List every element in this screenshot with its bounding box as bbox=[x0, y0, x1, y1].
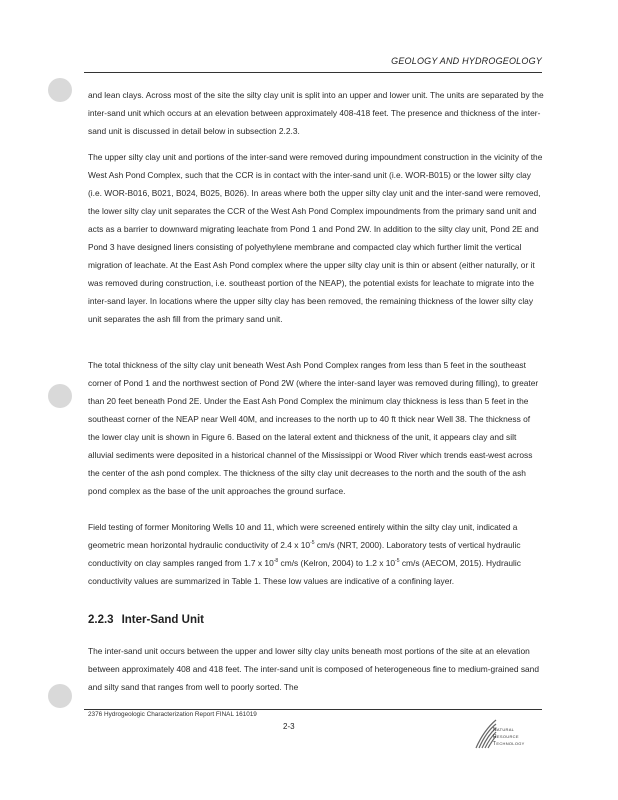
binder-hole-middle bbox=[48, 384, 72, 408]
paragraph-4: Field testing of former Monitoring Wells 10 and 11, which were screened entirely within the silty clay unit, indicated a geometric mean horizontal hydraulic conductivity of 2.4 x $10^{-5}$ cm/s (NRT, 2000). Laboratory tests of vertical hydraulic conductivity on clay samples ranged from 1.7 x $10^{-8}$ cm/s (Kelron, 2004) to 1.2 x $10^{-5}$ cm/s (AECOM, 2015). Hydraulic conductivity values are summarized in Table 1. These low values are indicative of a confining layer. bbox=[88, 522, 521, 586]
logo-line-1: Natural bbox=[493, 727, 515, 733]
header-rule bbox=[84, 72, 542, 73]
paragraph-1: and lean clays. Across most of the site the silty clay unit is split into an upper and lower unit. The units are separated by the inter-sand unit which occurs at an elevation between approximately 408-418 feet. The presence and thickness of the inter-sand unit is discussed in detail below in subsection 2.2.3. bbox=[88, 90, 544, 136]
binder-hole-top bbox=[48, 78, 72, 102]
paragraph-5: The inter-sand unit occurs between the upper and lower silty clay units beneath most portions of the site at an elevation between approximately 408 and 418 feet. The inter-sand unit is composed of heterogeneous fine to medium-grained sand and silty sand that ranges from well to poorly sorted. The bbox=[88, 646, 539, 692]
section-heading bbox=[88, 614, 204, 626]
paragraph-3: The total thickness of the silty clay unit beneath West Ash Pond Complex ranges from less than 5 feet in the southeast corner of Pond 1 and the northwest section of Pond 2W (where the inter-sand layer was removed during filling), to greater than 20 feet beneath Pond 2E. Under the East Ash Pond Complex the minimum clay thickness is less than 5 feet in the southeast corner of the NEAP near Well 40M, and increases to the north up to 40 ft thick near Well 38. The thickness of the lower clay unit is shown in Figure 6. Based on the lateral extent and thickness of the unit, it appears clay and silt alluvial sediments were deposited in a historical channel of the Mississippi or Wood River which trends east-west across the center of the ash pond complex. The thickness of the silty clay unit decreases to the north and the south of the ash pond complex as the base of the unit approaches the ground surface. bbox=[88, 360, 539, 496]
logo-line-3: Technology bbox=[493, 741, 525, 747]
section-number: 2.2.3 bbox=[88, 614, 114, 626]
report-title: 2376 Hydrogeologic Characterization Report FINAL 161019 bbox=[88, 711, 257, 718]
footer-rule bbox=[84, 709, 542, 710]
binder-hole-bottom bbox=[48, 684, 72, 708]
section-title: Inter-Sand Unit bbox=[121, 614, 204, 626]
paragraph-2: The upper silty clay unit and portions of the inter-sand were removed during impoundment construction in the vicinity of the West Ash Pond Complex, such that the CCR is in contact with the inter-sand unit (i.e. WOR-B015) or the lower silty clay (i.e. WOR-B016, B021, B024, B025, B026). In areas where both the upper silty clay unit and the inter-sand were removed, the lower silty clay unit separates the CCR of the West Ash Pond Complex impoundments from the primary sand unit and acts as a barrier to downward migrating leachate from Pond 1 and Pond 2W. In addition to the silty clay unit, Pond 2E and Pond 3 have designed liners consisting of polyethylene membrane and compacted clay which further limit the vertical migration of leachate. At the East Ash Pond complex where the upper silty clay unit is thin or absent (either naturally, or it was removed during construction, i.e. southeast portion of the NEAP), the potential exists for leachate to migrate into the inter-sand layer. In locations where the upper silty clay has been removed, the remaining thickness of the lower silty clay unit separates the ash fill from the primary sand unit. bbox=[88, 152, 543, 324]
logo-wordmark bbox=[493, 727, 525, 748]
logo-line-2: Resource bbox=[493, 734, 519, 740]
page-number: 2-3 bbox=[283, 722, 295, 731]
running-header: GEOLOGY AND HYDROGEOLOGY bbox=[391, 56, 542, 66]
